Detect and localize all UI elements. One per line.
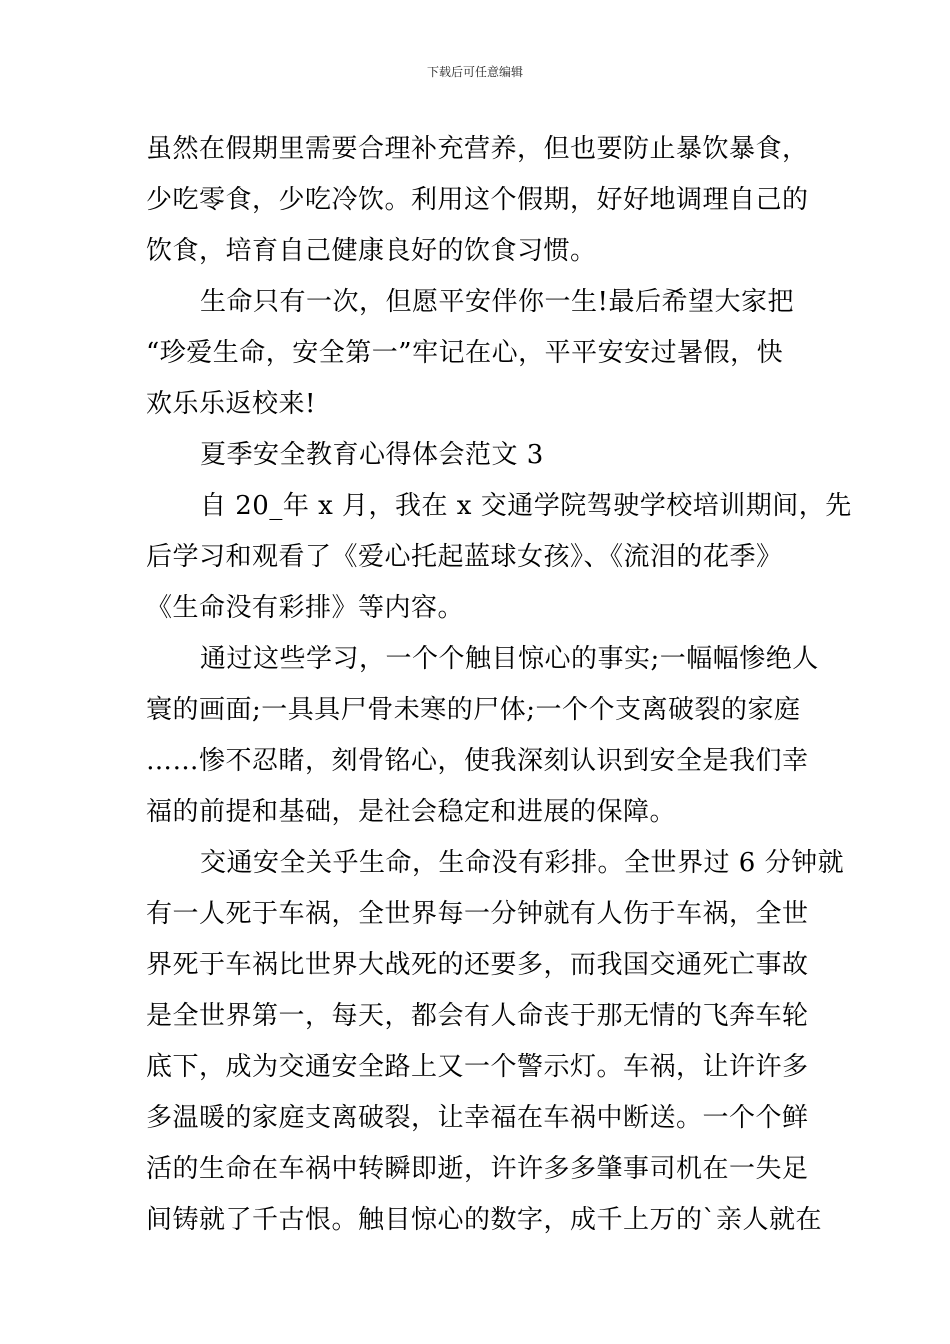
text-line: 是全世界第一，每天，都会有人命丧于那无情的飞奔车轮 <box>146 1001 809 1031</box>
text-line: “珍爱生命，安全第一”牢记在心，平平安安过暑假，快 <box>146 338 784 368</box>
header-note: 下载后可任意编辑 <box>426 65 523 79</box>
text-line: 《生命没有彩排》等内容。 <box>146 593 465 623</box>
text-line: 福的前提和基础，是社会稳定和进展的保障。 <box>146 797 677 827</box>
text-line: 后学习和观看了《爱心托起蓝球女孩》、《流泪的花季》 <box>146 542 783 572</box>
text-line: 有一人死于车祸，全世界每一分钟就有人伤于车祸，全世 <box>146 899 809 929</box>
text-line: 间铸就了千古恨。触目惊心的数字，成千上万的`亲人就在 <box>146 1205 823 1235</box>
paragraph-first-line: 通过这些学习，一个个触目惊心的事实;一幅幅惨绝人 <box>200 644 819 674</box>
document-body <box>146 124 852 1246</box>
paragraph-first-line: 交通安全关乎生命，生命没有彩排。全世界过 6 分钟就 <box>200 848 845 878</box>
text-line: 多温暖的家庭支离破裂，让幸福在车祸中断送。一个个鲜 <box>146 1103 809 1133</box>
paragraph-first-line: 自 20_年 x 月，我在 x 交通学院驾驶学校培训期间，先 <box>200 491 852 521</box>
text-line: 底下，成为交通安全路上又一个警示灯。车祸，让许许多 <box>146 1052 809 1082</box>
text-line: 界死于车祸比世界大战死的还要多，而我国交通死亡事故 <box>146 950 809 980</box>
text-line: ……惨不忍睹，刻骨铭心，使我深刻认识到安全是我们幸 <box>146 746 809 776</box>
text-line: 寰的画面;一具具尸骨未寒的尸体;一个个支离破裂的家庭 <box>146 695 801 725</box>
text-line: 活的生命在车祸中转瞬即逝，许许多多肇事司机在一失足 <box>146 1154 809 1184</box>
text-line: 欢乐乐返校来! <box>146 389 316 419</box>
text-line: 少吃零食，少吃冷饮。利用这个假期，好好地调理自己的 <box>146 185 809 215</box>
text-line: 饮食，培育自己健康良好的饮食习惯。 <box>146 236 597 266</box>
paragraph-first-line: 生命只有一次，但愿平安伴你一生!最后希望大家把 <box>200 287 794 317</box>
text-line: 虽然在假期里需要合理补充营养，但也要防止暴饮暴食， <box>146 134 809 164</box>
section-heading: 夏季安全教育心得体会范文 3 <box>200 440 544 470</box>
